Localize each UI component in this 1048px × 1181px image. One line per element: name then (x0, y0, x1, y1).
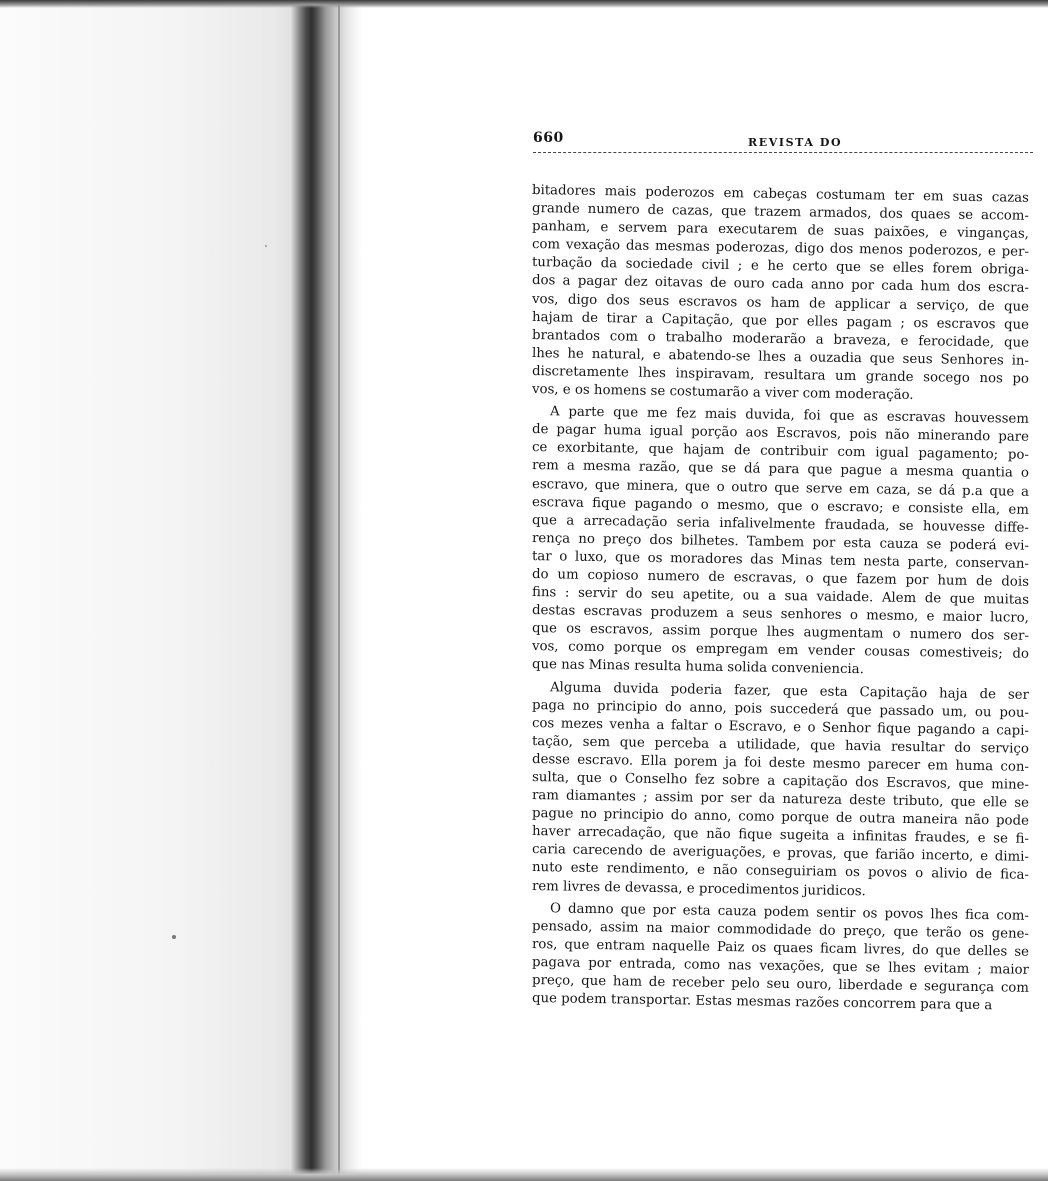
scan-top-edge (0, 0, 1048, 8)
text-line: lhes he natural, e abatendo-se lhes a ouzadia que seus Senhores in- (531, 345, 1030, 369)
header-rule (533, 152, 1033, 153)
text-line: turbação da sociedade civil ; e he certo que se elles forem obriga- (531, 255, 1030, 279)
text-line: que nas Minas resulta huma solida conveniencia. (531, 657, 864, 678)
facing-blank-page (0, 0, 300, 1181)
text-line: discretamente lhes inspiravam, resultara um grande socego nos po (531, 363, 1030, 387)
text-line: paga no principio do anno, pois succederá que passado um, ou pou- (531, 697, 1030, 721)
text-line: pague no principio do anno, como porque de outra maneira não pode (531, 806, 1030, 829)
text-line: Alguma duvida poderia fazer, que esta Capitação haja de ser (549, 679, 1030, 703)
paragraph (531, 182, 1030, 404)
text-line: hajam de tirar a Capitação, que por elles pagam ; os escravos que (531, 309, 1030, 333)
text-line: vos, e os homens se costumarão a viver com moderação. (531, 382, 914, 404)
text-line: de pagar huma igual porção aos Escravos, pois não minerando pare (531, 422, 1030, 446)
page-header (533, 128, 1033, 154)
body-text (531, 182, 1030, 1014)
text-line: escravo, que minera, que o outro que serve em caza, se dá p.a que a (531, 476, 1030, 500)
gutter-fold-line (338, 0, 340, 1181)
text-line: brantados com o trabalho moderarão a braveza, e ferocidade, que (531, 327, 1030, 351)
text-line: tação, sem que perceba a utilidade, que havia resultar do serviço (531, 733, 1030, 757)
paper-speck (172, 935, 176, 939)
text-line: cos mezes venha a faltar o Escravo, e o Senhor fique pagando a capi- (531, 715, 1030, 739)
text-line: ros, que entram naquelle Paiz os quaes ficam livres, do que delles se (531, 936, 1030, 960)
text-line: bitadores mais poderozos em cabeças costumam ter em suas cazas (531, 183, 1030, 206)
text-line: vos, digo dos seus escravos os ham de applicar a serviço, de que (531, 291, 1030, 315)
paragraph (531, 679, 1030, 899)
text-line: O damno que por esta cauza podem sentir os povos lhes fica com- (549, 900, 1030, 924)
text-line: sulta, que o Conselho fez sobre a capitação dos Escravos, que mine- (531, 770, 1030, 793)
text-line: tar o luxo, que os moradores das Minas tem nesta parte, conservan- (531, 548, 1030, 572)
text-line: nuto este rendimento, e não conseguiriam os povos o alivio de fica- (531, 860, 1030, 884)
text-line: rem livres de devassa, e procedimentos juridicos. (531, 878, 866, 899)
text-line: destas escravas produzem a seus senhores o mesmo, e maior lucro, (531, 603, 1030, 626)
text-line: grande numero de cazas, que trazem armados, dos quaes se accom- (531, 201, 1030, 224)
text-line: com vexação das mesmas poderozas, digo dos menos poderozos, e per- (531, 237, 1030, 261)
text-line: rença no preço dos bilhetes. Tambem por esta cauza se poderá evi- (531, 530, 1030, 554)
text-line: desse escravo. Ella porem ja foi deste mesmo parecer em huma con- (531, 751, 1030, 775)
text-line: vos, como porque os empregam em vender cousas comestiveis; do (531, 639, 1030, 663)
paragraph (531, 403, 1030, 678)
text-line: fins : servir do seu apetite, ou a sua vaidade. Alem de que muitas (531, 585, 1030, 608)
book-gutter-shadow (290, 0, 362, 1181)
text-line: ram diamantes ; assim por ser da natureza deste tributo, que elle se (531, 788, 1030, 811)
text-line: rem a mesma razão, que se dá para que pague a mesma quantia o (531, 458, 1030, 482)
text-line: pagava por entrada, como nas vexações, que se lhes evitam ; maior (531, 954, 1030, 978)
text-line: do um copioso numero de escravas, o que fazem por hum de dois (531, 566, 1030, 590)
text-line: ce exorbitante, que hajam de contribuir com igual pagamento; po- (531, 440, 1030, 464)
text-line: caria carecendo de averiguações, e provas, que farião incerto, e dimi- (531, 842, 1030, 866)
text-line: escrava fique pagando o mesmo, que o escravo; e consiste ella, em (531, 494, 1030, 518)
text-line: que a arrecadação seria infalivelmente fraudada, se houvesse diffe- (531, 512, 1030, 536)
text-line: que podem transportar. Estas mesmas razões concorrem para que a (531, 991, 993, 1014)
running-head: REVISTA DO (748, 136, 843, 149)
text-line: preço, que ham de receber pelo seu ouro, liberdade e segurança com (531, 973, 1030, 996)
page-number: 660 (533, 130, 564, 146)
text-line: A parte que me fez mais duvida, foi que as escravas houvessem (549, 404, 1030, 427)
paper-speck (265, 245, 267, 247)
text-line: panham, e servem para executarem de suas paixões, e vinganças, (531, 219, 1030, 242)
text-line: dos a pagar dez oitavas de ouro cada anno por cada hum dos escra- (531, 273, 1030, 297)
scan-bottom-edge (0, 1168, 1048, 1181)
text-line: que os escravos, assim porque lhes augmentam o numero dos ser- (531, 621, 1030, 645)
text-line: pensado, assim na maior commodidade do preço, que terão os gene- (531, 918, 1030, 942)
text-line: haver arrecadação, que não fique sugeita a infinitas fraudes, e se fi- (531, 824, 1030, 848)
paragraph (531, 900, 1030, 1014)
